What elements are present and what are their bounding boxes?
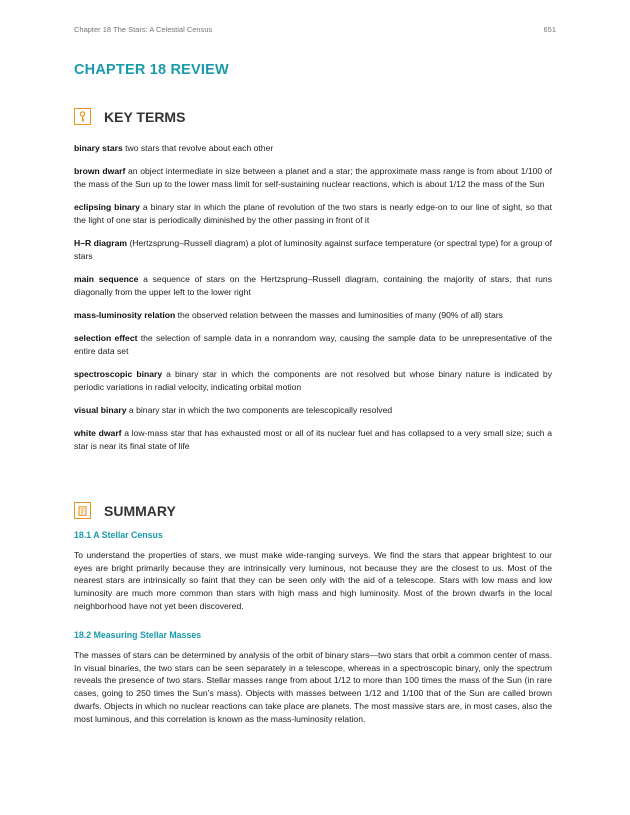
term-definition: two stars that revolve about each other (122, 143, 274, 153)
term-name: white dwarf (74, 428, 122, 439)
term-definition: a binary star in which the components are not resolved but whose binary nature is indicated by periodic variations in radial velocity, indicating orbital motion (74, 368, 552, 392)
paragraph-text: The masses of stars can be determined by analysis of the orbit of binary stars—two stars that orbit a common center of mass. In visual binaries, the two stars can be seen separately in a telescope, whereas in a spectroscopic binary, only the spectrum reveals the presence of two stars. Stellar masses range from about 1/12 to more than 100 times the mass of the Sun (in rare cases, going to 250 times the Sun’s mass). Objects with masses between 1/12 and 1/100 that of the Sun are called brown dwarfs. Objects in which no nuclear reactions can take place are planets. The most massive stars are, in most cases, also the most luminous, and this correlation is known as the mass-luminosity relation. (74, 650, 552, 724)
term-definition: a binary star in which the plane of revolution of the two stars is nearly edge-on to our line of sight, so that the light of one star is periodically diminished by the other passing in front of it (74, 202, 552, 225)
summary-paragraph-2 (74, 649, 552, 725)
summary-title: SUMMARY (104, 502, 176, 519)
term-entry (74, 404, 552, 417)
running-title: Chapter 18 The Stars: A Celestial Census (74, 25, 213, 34)
term-entry (74, 142, 552, 155)
key-icon (74, 108, 91, 125)
term-definition: a sequence of stars on the Hertzsprung–Russell diagram, containing the majority of stars, that runs diagonally from the upper left to the lower right (74, 273, 553, 297)
term-name: eclipsing binary (74, 202, 140, 213)
page-number: 651 (543, 25, 556, 34)
term-definition: a binary star in which the two components are telescopically resolved (126, 404, 393, 415)
term-name: main sequence (74, 273, 139, 284)
summary-subheading-1: 18.1 A Stellar Census (74, 530, 163, 540)
summary-subheading-2: 18.2 Measuring Stellar Masses (74, 630, 202, 640)
term-entry (74, 368, 552, 393)
term-name: spectroscopic binary (74, 368, 163, 379)
term-entry (74, 309, 552, 322)
term-entry (74, 332, 552, 357)
key-terms-title: KEY TERMS (104, 108, 186, 125)
term-entry (74, 201, 552, 226)
running-header (74, 25, 556, 34)
term-name: H–R diagram (74, 238, 128, 249)
term-definition: a low-mass star that has exhausted most or all of its nuclear fuel and has collapsed to a very small size; such a star is near its final state of life (74, 428, 552, 451)
term-entry (74, 237, 552, 262)
term-entry (74, 427, 552, 452)
term-definition: the observed relation between the masses and luminosities of many (90% of all) stars (175, 309, 503, 320)
paragraph-text: To understand the properties of stars, we must make wide-ranging surveys. We find the stars that appear brightest to our eyes are bright primarily because they are intrinsically very luminous, not because they are the closest to us. Most of the nearest stars are intrinsically so faint that they can be seen only with the aid of a telescope. Stars with low mass and low luminosity are much more common than stars with high mass and high luminosity. Most of the brown dwarfs in the local neighborhood have not yet been discovered. (74, 550, 552, 611)
term-name: visual binary (74, 404, 127, 415)
document-icon (74, 502, 91, 519)
key-terms-heading (74, 108, 185, 125)
term-definition: an object intermediate in size between a planet and a star; the approximate mass range is from about 1/100 of the mass of the Sun up to the lower mass limit for self-sustaining nuclear reactions, which is about 1/12 the mass of the Sun (74, 166, 552, 189)
term-definition: the selection of sample data in a nonrandom way, causing the sample data to be unrepresentative of the entire data set (74, 333, 552, 356)
term-name: mass-luminosity relation (74, 309, 176, 320)
term-name: brown dwarf (74, 166, 126, 177)
term-entry (74, 273, 552, 298)
term-definition: (Hertzsprung–Russell diagram) a plot of luminosity against surface temperature (or spectral type) for a group of stars (74, 238, 552, 261)
term-entry (74, 165, 552, 190)
chapter-title: CHAPTER 18 REVIEW (74, 62, 229, 78)
term-name: binary stars (74, 143, 123, 153)
summary-paragraph-1 (74, 549, 552, 613)
term-name: selection effect (74, 333, 138, 344)
key-terms-list (74, 142, 552, 463)
summary-heading (74, 502, 176, 519)
